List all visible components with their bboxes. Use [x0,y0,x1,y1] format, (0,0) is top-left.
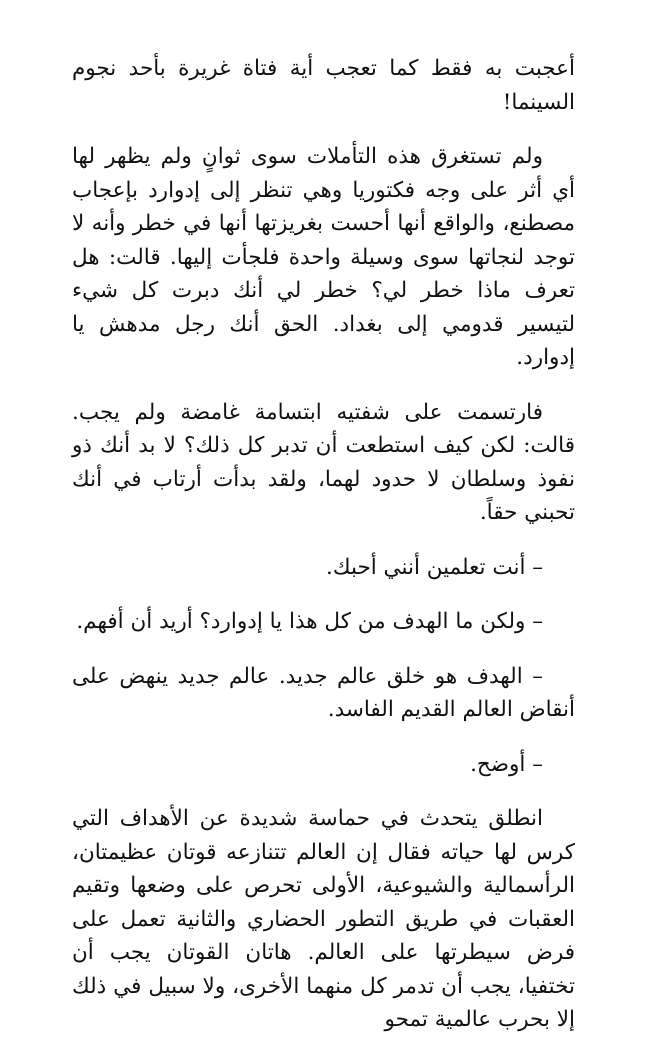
paragraph-4: انطلق يتحدث في حماسة شديدة عن الأهداف التي كرس لها حياته فقال إن العالم تتنازعه قوتان عظيمتان، الرأسمالية والشيوعية، الأولى تحرص على وضعها وتقيم العقبات في طريق التطور الحضاري والثانية تعمل على فرض سيطرتها على العالم. هاتان القوتان يجب أن تختفيا، يجب أن تدمر كل منهما الأخرى، ولا سبيل في ذلك إلا بحرب عالمية تمحو [72,806,575,1032]
dialogue-line-1: – أنت تعلمين أنني أحبك. [326,554,543,580]
paragraph-3: فارتسمت على شفتيه ابتسامة غامضة ولم يجب. قالت: لكن كيف استطعت أن تدبر كل ذلك؟ لا بد أنك ذو نفوذ وسلطان لا حدود لهما، ولقد بدأت أرتاب في أنك تحبني حقاً. [72,399,575,525]
paragraph-1: أعجبت به فقط كما تعجب أية فتاة غريرة بأحد نجوم السينما! [72,56,575,115]
paragraph-2: ولم تستغرق هذه التأملات سوى ثوانٍ ولم يظهر لها أي أثر على وجه فكتوريا وهي تنظر إلى إدوارد بإعجاب مصطنع، والواقع أنها أحست بغريزتها أنها في خطر وأنه لا توجد لنجاتها سوى وسيلة واحدة فلجأت إليها. قالت: هل تعرف ماذا خطر لي؟ خطر لي أنك دبرت كل شيء لتيسير قدومي إلى بغداد. الحق أنك رجل مدهش يا إدوارد. [72,144,575,370]
dialogue-line-3: – الهدف هو خلق عالم جديد. عالم جديد ينهض على أنقاض العالم القديم الفاسد. [72,663,575,722]
dialogue-line-2: – ولكن ما الهدف من كل هذا يا إدوارد؟ أريد أن أفهم. [76,609,543,634]
dialogue-line-4: – أوضح. [470,751,543,777]
